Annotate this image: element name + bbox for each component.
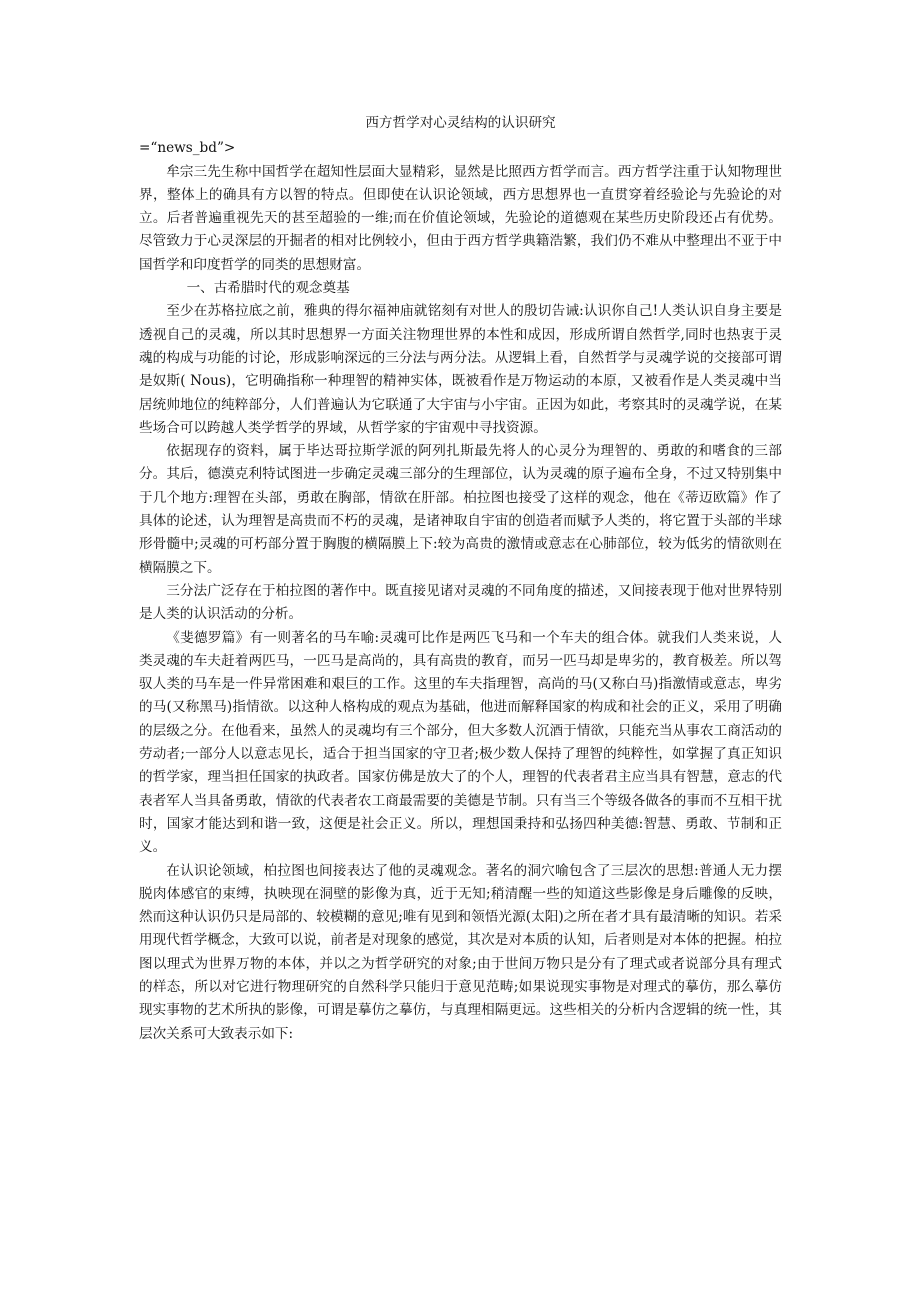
document-page [139, 112, 782, 1046]
paragraph: 至少在苏格拉底之前，雅典的得尔福神庙就铭刻有对世人的殷切告诫:认识你自己!人类认识自身主要是透视自己的灵魂，所以其时思想界一方面关注物理世界的本性和成因，形成所谓自然哲学,同时也热衷于灵魂的构成与功能的讨论，形成影响深远的三分法与两分法。从逻辑上看，自然哲学与灵魂学说的交接部可谓是奴斯( Nous)，它明确指称一种理智的精神实体，既被看作是万物运动的本原，又被看作是人类灵魂中当居统帅地位的纯粹部分，人们普遍认为它联通了大宇宙与小宇宙。正因为如此，考察其时的灵魂学说，在某些场合可以跨越人类学哲学的界域，从哲学家的宇宙观中寻找资源。 [139, 303, 782, 436]
paragraph: 在认识论领域，柏拉图也间接表达了他的灵魂观念。著名的洞穴喻包含了三层次的思想:普通人无力摆脱肉体感官的束缚，执映现在洞壁的影像为真，近于无知;稍清醒一些的知道这些影像是身后雕像的反映，然而这种认识仍只是局部的、较模糊的意见;唯有见到和领悟光源(太阳)之所在者才具有最清晰的知识。若采用现代哲学概念，大致可以说，前者是对现象的感觉，其次是对本质的认知，后者则是对本体的把握。柏拉图以理式为世界万物的本体，并以之为哲学研究的对象;由于世间万物只是分有了理式或者说部分具有理式的样态，所以对它进行物理研究的自然科学只能归于意见范畴;如果说现实事物是对理式的摹仿，那么摹仿现实事物的艺术所执的影像，可谓是摹仿之摹仿，与真理相隔更远。这些相关的分析内含逻辑的统一性，其层次关系可大致表示如下: [139, 862, 782, 1042]
paragraph: 依据现存的资料，属于毕达哥拉斯学派的阿列扎斯最先将人的心灵分为理智的、勇敢的和嗜食的三部分。其后，德漠克利特试图进一步确定灵魂三部分的生理部位，认为灵魂的原子遍布全身，不过又特别集中于几个地方:理智在头部，勇敢在胸部，情欲在肝部。柏拉图也接受了这样的观念，他在《蒂迈欧篇》作了具体的论述，认为理智是高贵而不朽的灵魂，是诸神取自宇宙的创造者而赋予人类的，将它置于头部的半球形骨髓中;灵魂的可朽部分置于胸腹的横隔膜上下:较为高贵的激情或意志在心肺部位，较为低劣的情欲则在横隔膜之下。 [139, 443, 782, 576]
paragraph: 《斐德罗篇》有一则著名的马车喻:灵魂可比作是两匹飞马和一个车夫的组合体。就我们人类来说，人类灵魂的车夫赶着两匹马，一匹马是高尚的，具有高贵的教育，而另一匹马却是卑劣的，教育极差。所以驾驭人类的马车是一件异常困难和艰巨的工作。这里的车夫指理智，高尚的马(又称白马)指激情或意志，卑劣的马(又称黑马)指情欲。以这种人格构成的观点为基础，他进而解释国家的构成和社会的正义，采用了明确的层级之分。在他看来，虽然人的灵魂均有三个部分，但大多数人沉酒于情欲，只能充当从事农工商活动的劳动者;一部分人以意志见长，适合于担当国家的守卫者;极少数人保持了理智的纯粹性，如掌握了真正知识的哲学家，理当担任国家的执政者。国家仿佛是放大了的个人，理智的代表者君主应当具有智慧，意志的代表者军人当具备勇敢，情欲的代表者农工商最需要的美德是节制。只有当三个等级各做各的事而不互相干扰时，国家才能达到和谐一致，这便是社会正义。所以，理想国秉持和弘扬四种美德:智慧、勇敢、节制和正义。 [139, 629, 782, 856]
paragraph: 三分法广泛存在于柏拉图的著作中。既直接见诸对灵魂的不同角度的描述，又间接表现于他对世界特别是人类的认识活动的分析。 [139, 582, 782, 623]
html-artifact-text: =“news_bd”> [139, 140, 236, 157]
section-heading: 一、古希腊时代的观念奠基 [186, 280, 350, 297]
document-title: 西方哲学对心灵结构的认识研究 [365, 115, 556, 131]
paragraph: 牟宗三先生称中国哲学在超知性层面大显精彩，显然是比照西方哲学而言。西方哲学注重于认知物理世界，整体上的确具有方以智的特点。但即使在认识论领域，西方思想界也一直贯穿着经验论与先验论的对立。后者普遍重视先天的甚至超验的一维;而在价值论领域，先验论的道德观在某些历史阶段还占有优势。尽管致力于心灵深层的开掘者的相对比例较小，但由于西方哲学典籍浩繁，我们仍不难从中整理出不亚于中国哲学和印度哲学的同类的思想财富。 [139, 163, 782, 273]
